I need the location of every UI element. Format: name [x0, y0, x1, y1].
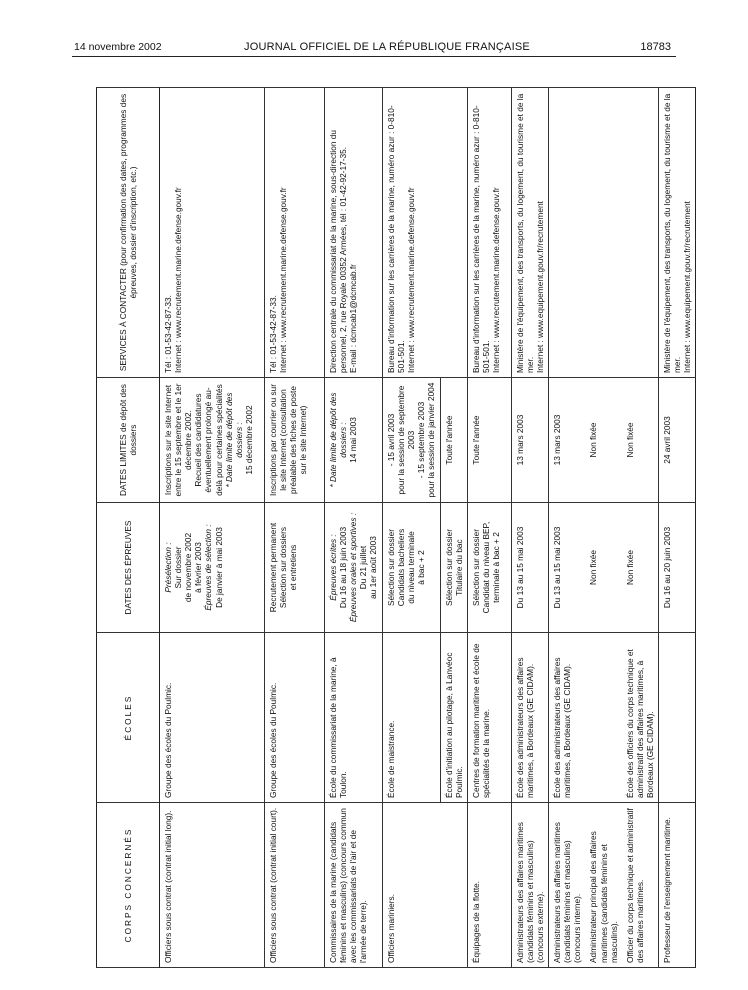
- cell-line: 14 mai 2003: [348, 417, 359, 463]
- rotated-table-area: [96, 88, 693, 968]
- cell-limites: Toute l'année: [467, 378, 511, 503]
- cell-line: Internet : www.equipement.gouv.fr/recrutement: [534, 201, 545, 373]
- cell-line: Internet : www.recrutement.marine.defense.gouv.fr: [278, 187, 289, 373]
- cell-line: 15 décembre 2002: [243, 405, 254, 475]
- cell-services: [467, 88, 511, 378]
- cell-ecole: Centres de formation maritime et école de spécialités de la marine.: [467, 633, 511, 803]
- cell-epreuves: [160, 503, 265, 633]
- header-ecoles: ÉCOLES: [97, 633, 160, 803]
- cell-epreuves: [467, 503, 511, 633]
- cell-line: * Date limite de dépôt des dossiers :: [223, 392, 244, 488]
- cell-corps: Administrateurs des affaires maritimes (candidats féminins et masculins) (concours interne).: [549, 803, 586, 968]
- cell-ecole: Groupe des écoles du Poulmic.: [160, 633, 265, 803]
- table-row: [383, 88, 441, 968]
- header-corps: CORPS CONCERNÉS: [97, 803, 160, 968]
- cell-line: et entretiens: [288, 544, 299, 591]
- cell-corps: Administrateur principal des affaires maritimes (candidats féminins et masculins).: [585, 803, 621, 968]
- cell-line: * Date limite de dépôt des dossiers :: [328, 392, 349, 488]
- header-services: SERVICES À CONTACTER (pour confirmation des dates, programmes des épreuves, dossier d'inscription, etc.): [97, 88, 160, 378]
- cell-line: Bureau d'information sur les carrières de la marine, numéro azur : 0-810-501-501.: [386, 105, 407, 373]
- cell-corps: Officiers sous contrat (contrat initial court).: [265, 803, 325, 968]
- table-row: [440, 88, 467, 968]
- header-dates-epreuves: DATES DES ÉPREUVES: [97, 503, 160, 633]
- cell-line: Épreuves de sélection :: [203, 524, 214, 611]
- cell-line: Tél : 01-53-42-87-33.: [268, 295, 278, 373]
- cell-epreuves: [265, 503, 325, 633]
- cell-epreuves: Non fixée: [622, 503, 659, 633]
- cell-epreuves: Non fixée: [585, 503, 621, 633]
- cell-line: Titulaire du bac: [453, 539, 464, 596]
- table-row: [659, 88, 696, 968]
- cell-epreuves: [440, 503, 467, 633]
- cell-line: à bac + 2: [416, 550, 427, 585]
- cell-corps: Professeur de l'enseignement maritime.: [659, 803, 696, 968]
- cell-limites: 24 avril 2003: [659, 378, 696, 503]
- cell-line: Sélection sur dossier: [443, 529, 454, 607]
- cell-corps: Officiers sous contrat (contrat initial long).: [160, 803, 265, 968]
- cell-corps: Officier du corps technique et administratif des affaires maritimes.: [622, 803, 659, 968]
- cell-line: - 15 avril 2003: [386, 413, 396, 467]
- cell-line: du niveau terminale: [406, 531, 417, 604]
- cell-line: pour la session de janvier 2004: [426, 382, 437, 498]
- cell-epreuves: [325, 503, 383, 633]
- cell-services: [549, 88, 586, 378]
- cell-corps: Administrateurs des affaires maritimes (candidats féminins et masculins) (concours externe).: [511, 803, 548, 968]
- cell-line: entre le 15 septembre et le 1er décembre 2002.: [173, 383, 194, 497]
- cell-line: Sélection sur dossier: [470, 529, 481, 607]
- cell-ecole: [659, 633, 696, 803]
- table-row: [622, 88, 659, 968]
- cell-limites: 13 mars 2003: [511, 378, 548, 503]
- cell-services: [383, 88, 441, 378]
- cell-services: [440, 88, 467, 378]
- cell-line: Internet : www.recrutement.marine.defense.gouv.fr: [490, 187, 501, 373]
- cell-line: - 15 septembre 2003: [416, 401, 427, 479]
- cell-services: [585, 88, 621, 378]
- cell-line: Direction centrale du commissariat de la marine, sous-direction du personnel, 2, rue Royale 00352 Armées, tél : 01-42-92-17-35.: [328, 129, 349, 373]
- recruitment-table: [96, 87, 696, 968]
- cell-line: Candidats bacheliers: [396, 528, 407, 607]
- cell-line: Ministère de l'équipement, des transports, du logement, du tourisme et de la mer.: [662, 93, 683, 373]
- table-row: [265, 88, 325, 968]
- cell-line: au 1er août 2003: [368, 536, 379, 599]
- table-header-row: [97, 88, 160, 968]
- cell-services: [160, 88, 265, 378]
- cell-corps: [440, 803, 467, 968]
- cell-services: [265, 88, 325, 378]
- cell-limites: Non fixée: [585, 378, 621, 503]
- cell-ecole: École des administrateurs des affaires maritimes, à Bordeaux (GE CIDAM).: [549, 633, 586, 803]
- table-row: [325, 88, 383, 968]
- cell-corps: Commissaires de la marine (candidats féminins et masculins) (concours commun avec les commissariats de l'air et de l'armée de terre).: [325, 803, 383, 968]
- cell-ecole: École de maistrance.: [383, 633, 441, 803]
- cell-line: à février 2003: [193, 542, 204, 593]
- cell-line: de novembre 2002: [183, 532, 194, 603]
- cell-ecole: Groupe des écoles du Poulmic.: [265, 633, 325, 803]
- cell-line: Recueil des candidatures éventuellement prolongé au-delà pour certaines spécialités: [193, 384, 224, 496]
- cell-services: [659, 88, 696, 378]
- cell-limites: Non fixée: [622, 378, 659, 503]
- cell-line: E-mail : dcmcab1@dcmcab.fr: [348, 264, 359, 373]
- cell-epreuves: [383, 503, 441, 633]
- cell-corps: Officiers mariniers.: [383, 803, 441, 968]
- cell-line: Internet : www.equipement.gouv.fr/recrutement: [682, 201, 693, 373]
- cell-epreuves: Du 13 au 15 mai 2003: [549, 503, 586, 633]
- table-row: [511, 88, 548, 968]
- cell-epreuves: Du 13 au 15 mai 2003: [511, 503, 548, 633]
- cell-line: Du 21 juillet: [358, 545, 369, 590]
- cell-line: Recrutement permanent: [268, 522, 278, 613]
- table-row: [467, 88, 511, 968]
- table-row: [585, 88, 621, 968]
- cell-services: [622, 88, 659, 378]
- cell-ecole: École des administrateurs des affaires maritimes, à Bordeaux (GE CIDAM).: [511, 633, 548, 803]
- cell-ecole: École du commissariat de la marine, à Toulon.: [325, 633, 383, 803]
- cell-limites: [325, 378, 383, 503]
- page-number: 18783: [640, 41, 671, 53]
- cell-ecole: École d'initiation au pilotage, à Lanvéoc Poulmic.: [440, 633, 467, 803]
- cell-limites: Toute l'année: [440, 378, 467, 503]
- table-row: [160, 88, 265, 968]
- cell-services: [325, 88, 383, 378]
- cell-line: De janvier à mai 2003: [213, 527, 224, 608]
- cell-line: Épreuves écrites :: [328, 534, 338, 601]
- journal-title: JOURNAL OFFICIEL DE LA RÉPUBLIQUE FRANÇAISE: [244, 41, 530, 53]
- header-date: 14 novembre 2002: [74, 41, 162, 53]
- cell-limites: Inscriptions par courrier ou sur le site Internet (consultation préalable des fiches de poste sur le site Internet): [265, 378, 325, 503]
- cell-ecole: [585, 633, 621, 803]
- cell-limites: [383, 378, 441, 503]
- cell-line: Ministère de l'équipement, des transports, du logement, du tourisme et de la mer.: [514, 93, 535, 373]
- cell-line: Inscriptions sur le site Internet: [163, 384, 173, 496]
- cell-ecole: École des officiers du corps technique et administratif des affaires maritimes, à Bordeaux (GE CIDAM).: [622, 633, 659, 803]
- cell-line: Sur dossier: [173, 546, 184, 589]
- cell-line: Tél : 01-53-42-87-33.: [163, 295, 173, 373]
- cell-line: pour la session de septembre 2003: [396, 385, 417, 495]
- table-row: [549, 88, 586, 968]
- header-rule: [72, 56, 676, 57]
- cell-line: Candidat du niveau BEP, terminale à bac + 2: [480, 521, 501, 614]
- cell-limites: 13 mars 2003: [549, 378, 586, 503]
- cell-line: Bureau d'information sur les carrières de la marine, numéro azur : 0-810-501-501.: [470, 105, 491, 373]
- cell-epreuves: Du 16 au 20 juin 2003: [659, 503, 696, 633]
- header-dates-limites: DATES LIMITES de dépôt des dossiers: [97, 378, 160, 503]
- cell-limites: [160, 378, 265, 503]
- rotated-table-container: [96, 88, 693, 968]
- cell-line: Internet : www.recrutement.marine.defense.gouv.fr: [406, 187, 417, 373]
- cell-services: [511, 88, 548, 378]
- cell-line: Sélection sur dossiers: [278, 526, 289, 609]
- cell-line: Du 16 au 18 juin 2003: [338, 526, 349, 609]
- cell-line: Internet : www.recrutement.marine.defense.gouv.fr: [173, 187, 184, 373]
- cell-line: Présélection :: [163, 542, 173, 593]
- cell-line: Épreuves orales et sportives :: [348, 512, 359, 623]
- cell-line: Sélection sur dossier: [386, 529, 396, 607]
- cell-corps: Équipages de la flotte.: [467, 803, 511, 968]
